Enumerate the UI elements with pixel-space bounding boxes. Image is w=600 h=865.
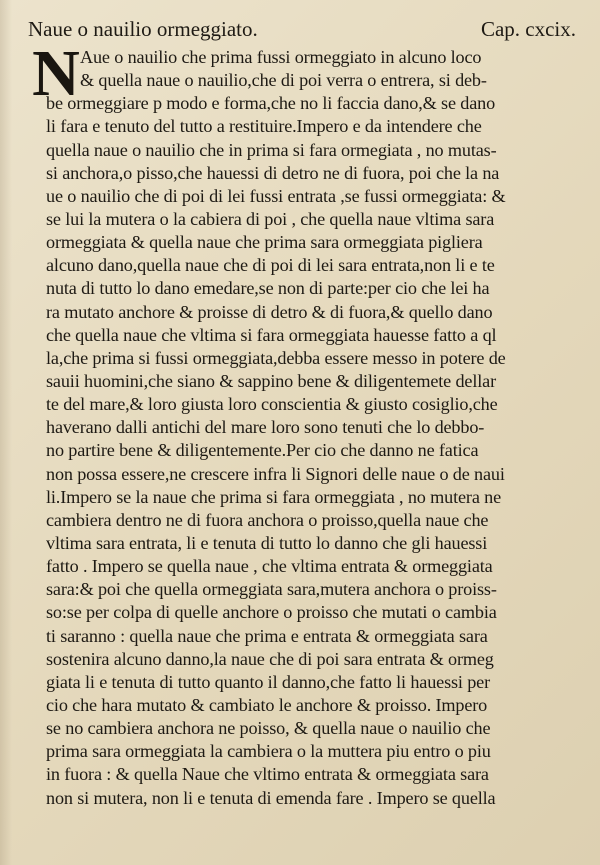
text-line: sostenira alcuno danno,la naue che di poi sara entrata & ormeg <box>46 648 494 669</box>
text-line: in fuora : & quella Naue che vltimo entrata & ormeggiata sara <box>46 764 489 785</box>
text-line: haverano dalli antichi del mare loro sono tenuti che lo debbo- <box>46 417 485 438</box>
text-line: ue o nauilio che di poi di lei fussi entrata ,se fussi ormeggiata: & <box>46 185 506 206</box>
body-text <box>46 46 580 810</box>
initial-letter: N <box>32 37 80 110</box>
text-line: so:se per colpa di quelle anchore o proisso che mutati o cambia <box>46 602 497 623</box>
text-line: be ormeggiare p modo e forma,che no li faccia dano,& se dano <box>46 93 496 114</box>
text-line: li fara e tenuto del tutto a restituire.Impero e da intendere che <box>46 116 482 137</box>
chapter-number: Cap. cxcix. <box>480 17 576 41</box>
text-line: te del mare,& loro giusta loro conscientia & giusto cosiglio,che <box>46 394 498 415</box>
text-line: alcuno dano,quella naue che di poi di lei sara entrata,non li e te <box>46 255 495 276</box>
text-line: non possa essere,ne crescere infra li Signori delle naue o de naui <box>46 463 505 484</box>
text-line: Aue o nauilio che prima fussi ormeggiato in alcuno loco <box>80 47 482 67</box>
chapter-heading: Naue o nauilio ormeggiato. <box>28 17 258 41</box>
text-line: sauii huomini,che siano & sappino bene & diligentemete dellar <box>46 370 496 391</box>
text-line: nuta di tutto lo dano emedare,se non di parte:per cio che lei ha <box>46 278 490 299</box>
text-line: li.Impero se la naue che prima si fara ormeggiata , no mutera ne <box>46 486 501 507</box>
text-line: se lui la mutera o la cabiera di poi , che quella naue vltima sara <box>46 208 495 229</box>
text-line: cio che hara mutato & cambiato le anchore & proisso. Impero <box>46 694 488 715</box>
text-line: fatto . Impero se quella naue , che vltima entrata & ormeggiata <box>46 556 493 577</box>
text-line: la,che prima si fussi ormeggiata,debba essere messo in potere de <box>46 347 506 368</box>
text-line: sara:& poi che quella ormeggiata sara,mutera anchora o proiss- <box>46 579 497 600</box>
text-line: ra mutato anchore & proisse di detro & di fuora,& quello dano <box>46 301 493 322</box>
text-line: si anchora,o pisso,che hauessi di detro ne di fuora, poi che la na <box>46 162 500 183</box>
text-line: ti saranno : quella naue che prima e entrata & ormeggiata sara <box>46 625 488 646</box>
page-header <box>28 16 576 42</box>
text-line: cambiera dentro ne di fuora anchora o proisso,quella naue che <box>46 509 489 530</box>
text-line: vltima sara entrata, li e tenuta di tutto lo danno che gli hauessi <box>46 532 488 553</box>
text-line: quella naue o nauilio che in prima si fara ormegiata , no mutas- <box>46 139 497 160</box>
text-line: giata li e tenuta di tutto quanto il danno,che fatto li hauessi per <box>46 671 491 692</box>
text-line: no partire bene & diligentemente.Per cio che danno ne fatica <box>46 440 479 461</box>
text-line: che quella naue che vltima si fara ormeggiata hauesse fatto a ql <box>46 324 497 345</box>
text-line: & quella naue o nauilio,che di poi verra o entrera, si deb- <box>80 70 487 91</box>
text-line: prima sara ormeggiata la cambiera o la muttera piu entro o piu <box>46 741 491 762</box>
text-line: se no cambiera anchora ne poisso, & quella naue o nauilio che <box>46 718 491 739</box>
text-line: ormeggiata & quella naue che prima sara ormeggiata pigliera <box>46 232 483 253</box>
text-line: non si mutera, non li e tenuta di emenda fare . Impero se quella <box>46 787 496 808</box>
